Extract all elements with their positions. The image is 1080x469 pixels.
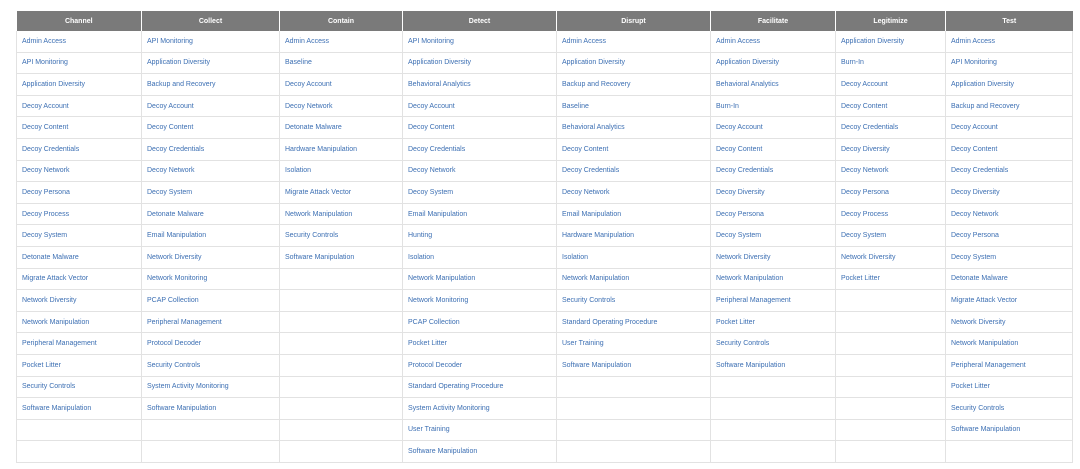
technique-link[interactable]: Software Manipulation (946, 419, 1073, 441)
technique-link[interactable]: Detonate Malware (17, 246, 142, 268)
technique-link[interactable]: Security Controls (280, 225, 403, 247)
technique-link[interactable]: Protocol Decoder (403, 354, 557, 376)
technique-link[interactable]: Hunting (403, 225, 557, 247)
technique-link[interactable]: Decoy System (142, 182, 280, 204)
technique-link[interactable]: Decoy Content (17, 117, 142, 139)
technique-link[interactable]: Network Monitoring (142, 268, 280, 290)
technique-link[interactable]: Behavioral Analytics (711, 74, 836, 96)
technique-link[interactable]: Network Manipulation (17, 311, 142, 333)
technique-link[interactable]: Security Controls (17, 376, 142, 398)
empty-cell (280, 419, 403, 441)
technique-link[interactable]: API Monitoring (142, 31, 280, 52)
empty-cell (836, 354, 946, 376)
technique-link[interactable]: Behavioral Analytics (403, 74, 557, 96)
empty-cell (711, 419, 836, 441)
technique-link[interactable]: Pocket Litter (711, 311, 836, 333)
technique-link[interactable]: Decoy Credentials (142, 138, 280, 160)
empty-cell (280, 441, 403, 463)
technique-link[interactable]: Application Diversity (142, 52, 280, 74)
empty-cell (280, 268, 403, 290)
column-header-test: Test (946, 11, 1073, 31)
technique-link[interactable]: Network Diversity (17, 290, 142, 312)
technique-link[interactable]: Peripheral Management (142, 311, 280, 333)
table-row (17, 182, 1073, 204)
empty-cell (280, 311, 403, 333)
technique-link[interactable]: Detonate Malware (280, 117, 403, 139)
technique-link[interactable]: Decoy Account (711, 117, 836, 139)
technique-link[interactable]: Decoy Credentials (557, 160, 711, 182)
technique-link[interactable]: Decoy System (946, 246, 1073, 268)
table-row (17, 74, 1073, 96)
technique-link[interactable]: Decoy System (403, 182, 557, 204)
technique-link[interactable]: Decoy System (17, 225, 142, 247)
table-row (17, 268, 1073, 290)
technique-link[interactable]: Software Manipulation (17, 398, 142, 420)
technique-link[interactable]: Admin Access (280, 31, 403, 52)
technique-link[interactable]: Decoy Account (17, 95, 142, 117)
empty-cell (280, 376, 403, 398)
empty-cell (280, 398, 403, 420)
technique-link[interactable]: Decoy Network (946, 203, 1073, 225)
technique-link[interactable]: Application Diversity (946, 74, 1073, 96)
column-header-contain: Contain (280, 11, 403, 31)
technique-link[interactable]: Peripheral Management (946, 354, 1073, 376)
technique-link[interactable]: Decoy Network (17, 160, 142, 182)
empty-cell (557, 376, 711, 398)
technique-link[interactable]: Behavioral Analytics (557, 117, 711, 139)
table-row (17, 290, 1073, 312)
technique-link[interactable]: Detonate Malware (142, 203, 280, 225)
technique-link[interactable]: Peripheral Management (711, 290, 836, 312)
technique-link[interactable]: Network Manipulation (280, 203, 403, 225)
technique-link[interactable]: Backup and Recovery (946, 95, 1073, 117)
technique-link[interactable]: Pocket Litter (17, 354, 142, 376)
table-row (17, 52, 1073, 74)
technique-link[interactable]: Protocol Decoder (142, 333, 280, 355)
technique-link[interactable]: Decoy Network (142, 160, 280, 182)
technique-link[interactable]: Standard Operating Procedure (557, 311, 711, 333)
table-row (17, 398, 1073, 420)
technique-link[interactable]: Network Manipulation (711, 268, 836, 290)
technique-link[interactable]: Software Manipulation (711, 354, 836, 376)
technique-matrix-table (16, 11, 1073, 463)
technique-link[interactable]: Email Manipulation (557, 203, 711, 225)
technique-link[interactable]: Decoy Account (142, 95, 280, 117)
technique-link[interactable]: Decoy Network (280, 95, 403, 117)
table-row (17, 117, 1073, 139)
empty-cell (711, 398, 836, 420)
technique-link[interactable]: API Monitoring (946, 52, 1073, 74)
technique-link[interactable]: Decoy Process (17, 203, 142, 225)
technique-link[interactable]: Email Manipulation (142, 225, 280, 247)
technique-link[interactable]: Network Diversity (711, 246, 836, 268)
table-row (17, 203, 1073, 225)
technique-link[interactable]: Decoy Content (142, 117, 280, 139)
technique-link[interactable]: Decoy Diversity (946, 182, 1073, 204)
technique-link[interactable]: Decoy Persona (946, 225, 1073, 247)
table-row (17, 95, 1073, 117)
technique-link[interactable]: Hardware Manipulation (280, 138, 403, 160)
technique-link[interactable]: Decoy Process (836, 203, 946, 225)
empty-cell (836, 333, 946, 355)
empty-cell (711, 376, 836, 398)
technique-link[interactable]: Baseline (557, 95, 711, 117)
matrix-header (17, 11, 1073, 31)
empty-cell (836, 290, 946, 312)
technique-link[interactable]: Software Manipulation (280, 246, 403, 268)
technique-link[interactable]: Isolation (403, 246, 557, 268)
technique-link[interactable]: Application Diversity (836, 31, 946, 52)
technique-link[interactable]: Backup and Recovery (557, 74, 711, 96)
empty-cell (836, 311, 946, 333)
empty-cell (280, 354, 403, 376)
technique-link[interactable]: Decoy Content (946, 138, 1073, 160)
matrix-body (17, 31, 1073, 462)
empty-cell (836, 398, 946, 420)
technique-link[interactable]: Security Controls (711, 333, 836, 355)
technique-link[interactable]: Pocket Litter (946, 376, 1073, 398)
column-header-disrupt: Disrupt (557, 11, 711, 31)
empty-cell (17, 419, 142, 441)
technique-link[interactable]: Decoy Credentials (403, 138, 557, 160)
column-header-facilitate: Facilitate (711, 11, 836, 31)
technique-link[interactable]: Admin Access (946, 31, 1073, 52)
technique-link[interactable]: Decoy Credentials (836, 117, 946, 139)
empty-cell (836, 419, 946, 441)
header-row (17, 11, 1073, 31)
technique-link[interactable]: Network Monitoring (403, 290, 557, 312)
technique-link[interactable]: Application Diversity (17, 74, 142, 96)
technique-link[interactable]: User Training (403, 419, 557, 441)
technique-link[interactable]: Backup and Recovery (142, 74, 280, 96)
technique-link[interactable]: Pocket Litter (403, 333, 557, 355)
technique-link[interactable]: Decoy Account (403, 95, 557, 117)
table-row (17, 376, 1073, 398)
technique-link[interactable]: Application Diversity (711, 52, 836, 74)
technique-link[interactable]: Hardware Manipulation (557, 225, 711, 247)
table-row (17, 225, 1073, 247)
technique-link[interactable]: PCAP Collection (142, 290, 280, 312)
technique-link[interactable]: System Activity Monitoring (142, 376, 280, 398)
column-header-detect: Detect (403, 11, 557, 31)
technique-link[interactable]: Network Diversity (142, 246, 280, 268)
technique-link[interactable]: Decoy Persona (17, 182, 142, 204)
technique-link[interactable]: Decoy Content (836, 95, 946, 117)
table-row (17, 333, 1073, 355)
table-row (17, 354, 1073, 376)
technique-link[interactable]: Standard Operating Procedure (403, 376, 557, 398)
technique-link[interactable]: Burn-In (711, 95, 836, 117)
technique-link[interactable]: User Training (557, 333, 711, 355)
empty-cell (946, 441, 1073, 463)
technique-link[interactable]: Migrate Attack Vector (280, 182, 403, 204)
technique-link[interactable]: Decoy Persona (711, 203, 836, 225)
technique-link[interactable]: Software Manipulation (403, 441, 557, 463)
table-row (17, 419, 1073, 441)
technique-link[interactable]: Admin Access (711, 31, 836, 52)
technique-link[interactable]: Decoy Credentials (17, 138, 142, 160)
technique-link[interactable]: Decoy Account (836, 74, 946, 96)
empty-cell (836, 376, 946, 398)
technique-link[interactable]: Decoy Network (836, 160, 946, 182)
empty-cell (836, 441, 946, 463)
technique-link[interactable]: Decoy Diversity (836, 138, 946, 160)
technique-link[interactable]: PCAP Collection (403, 311, 557, 333)
technique-link[interactable]: Network Diversity (836, 246, 946, 268)
technique-link[interactable]: Network Manipulation (557, 268, 711, 290)
technique-link[interactable]: Security Controls (946, 398, 1073, 420)
technique-link[interactable]: Decoy Network (557, 182, 711, 204)
empty-cell (280, 290, 403, 312)
technique-link[interactable]: Pocket Litter (836, 268, 946, 290)
technique-link[interactable]: System Activity Monitoring (403, 398, 557, 420)
table-row (17, 138, 1073, 160)
column-header-channel: Channel (17, 11, 142, 31)
empty-cell (711, 441, 836, 463)
technique-link[interactable]: Network Manipulation (403, 268, 557, 290)
table-row (17, 311, 1073, 333)
table-row (17, 160, 1073, 182)
technique-link[interactable]: Decoy Credentials (711, 160, 836, 182)
technique-link[interactable]: Decoy Credentials (946, 160, 1073, 182)
empty-cell (17, 441, 142, 463)
technique-link[interactable]: Decoy Content (557, 138, 711, 160)
technique-link[interactable]: Decoy Content (711, 138, 836, 160)
empty-cell (280, 333, 403, 355)
technique-link[interactable]: Admin Access (557, 31, 711, 52)
empty-cell (142, 441, 280, 463)
table-row (17, 246, 1073, 268)
technique-link[interactable]: Burn-In (836, 52, 946, 74)
technique-link[interactable]: Peripheral Management (17, 333, 142, 355)
technique-link[interactable]: Decoy Diversity (711, 182, 836, 204)
technique-link[interactable]: Isolation (280, 160, 403, 182)
technique-link[interactable]: API Monitoring (17, 52, 142, 74)
empty-cell (557, 398, 711, 420)
technique-link[interactable]: Decoy Account (946, 117, 1073, 139)
matrix-container (16, 11, 1072, 463)
technique-link[interactable]: Migrate Attack Vector (946, 290, 1073, 312)
technique-link[interactable]: Admin Access (17, 31, 142, 52)
technique-link[interactable]: Software Manipulation (557, 354, 711, 376)
technique-link[interactable]: Application Diversity (557, 52, 711, 74)
technique-link[interactable]: Security Controls (142, 354, 280, 376)
technique-link[interactable]: Application Diversity (403, 52, 557, 74)
table-row (17, 31, 1073, 52)
technique-link[interactable]: Detonate Malware (946, 268, 1073, 290)
technique-link[interactable]: Isolation (557, 246, 711, 268)
technique-link[interactable]: Network Diversity (946, 311, 1073, 333)
column-header-collect: Collect (142, 11, 280, 31)
technique-link[interactable]: API Monitoring (403, 31, 557, 52)
technique-link[interactable]: Baseline (280, 52, 403, 74)
empty-cell (557, 441, 711, 463)
technique-link[interactable]: Decoy Network (403, 160, 557, 182)
empty-cell (142, 419, 280, 441)
empty-cell (557, 419, 711, 441)
technique-link[interactable]: Software Manipulation (142, 398, 280, 420)
technique-link[interactable]: Decoy Content (403, 117, 557, 139)
technique-link[interactable]: Security Controls (557, 290, 711, 312)
column-header-legitimize: Legitimize (836, 11, 946, 31)
technique-link[interactable]: Email Manipulation (403, 203, 557, 225)
table-row (17, 441, 1073, 463)
technique-link[interactable]: Decoy System (836, 225, 946, 247)
technique-link[interactable]: Decoy Account (280, 74, 403, 96)
technique-link[interactable]: Decoy Persona (836, 182, 946, 204)
technique-link[interactable]: Network Manipulation (946, 333, 1073, 355)
technique-link[interactable]: Decoy System (711, 225, 836, 247)
technique-link[interactable]: Migrate Attack Vector (17, 268, 142, 290)
